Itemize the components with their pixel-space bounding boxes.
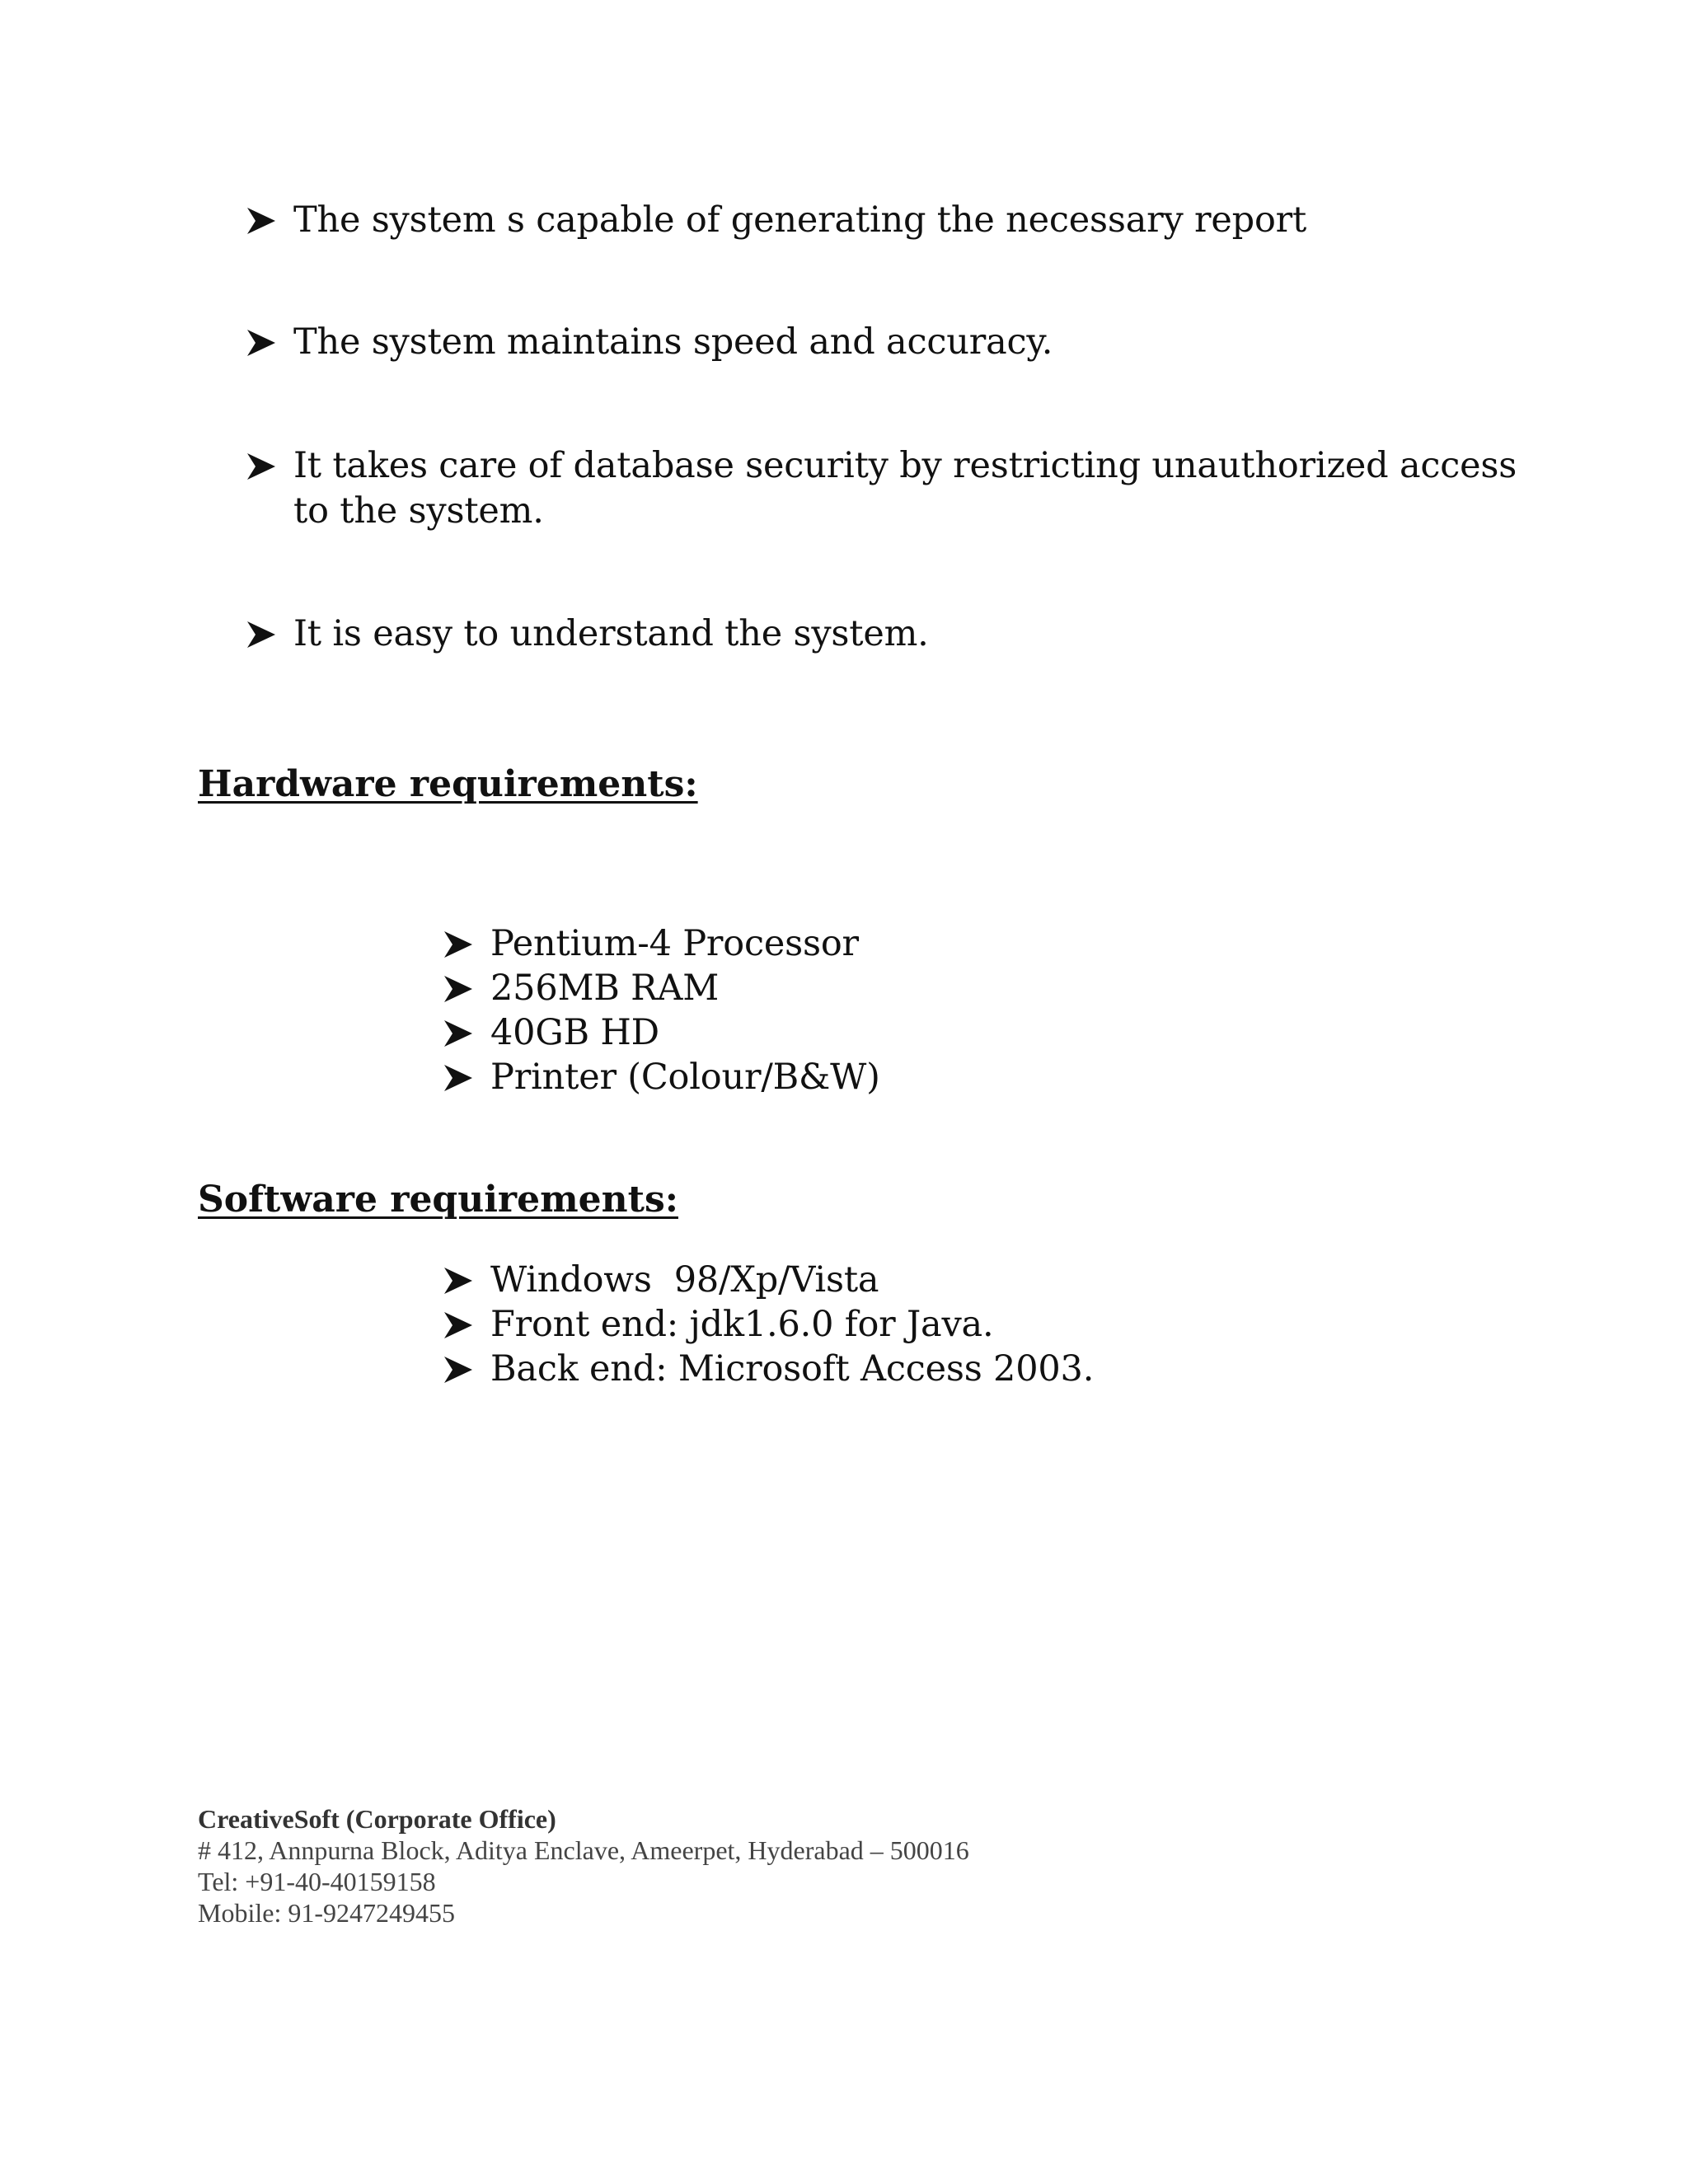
footer-tel: Tel: +91-40-40159158 xyxy=(198,1867,436,1896)
arrowhead-bullet-icon xyxy=(443,1266,474,1296)
intro-point xyxy=(246,443,1531,534)
arrowhead-bullet-icon xyxy=(246,206,277,236)
software-item xyxy=(443,1347,1514,1392)
intro-point-text: It is easy to understand the system. xyxy=(293,613,929,654)
intro-point xyxy=(246,612,1531,657)
hardware-item xyxy=(443,966,1514,1011)
software-item-text: Front end: jdk1.6.0 for Java. xyxy=(490,1304,994,1345)
footer-mobile: Mobile: 91-9247249455 xyxy=(198,1898,455,1928)
arrowhead-bullet-icon xyxy=(443,1063,474,1093)
arrowhead-bullet-icon xyxy=(246,328,277,358)
arrowhead-bullet-icon xyxy=(246,452,277,481)
arrowhead-bullet-icon xyxy=(443,1355,474,1385)
footer-company: CreativeSoft (Corporate Office) xyxy=(198,1804,556,1834)
hardware-item-text: Pentium-4 Processor xyxy=(490,923,859,964)
footer-address: # 412, Annpurna Block, Aditya Enclave, Ameerpet, Hyderabad – 500016 xyxy=(198,1835,969,1865)
arrowhead-bullet-icon xyxy=(443,1310,474,1340)
intro-point-text: The system maintains speed and accuracy. xyxy=(293,321,1053,363)
arrowhead-bullet-icon xyxy=(443,930,474,959)
page-footer xyxy=(198,1803,969,1929)
arrowhead-bullet-icon xyxy=(443,974,474,1004)
intro-point-text: The system s capable of generating the necessary report xyxy=(293,199,1307,241)
hardware-item-text: 40GB HD xyxy=(490,1012,659,1053)
intro-point-text: It takes care of database security by restricting unauthorized access to the system. xyxy=(293,445,1517,532)
software-heading: Software requirements: xyxy=(198,1179,678,1221)
software-item xyxy=(443,1258,1514,1303)
arrowhead-bullet-icon xyxy=(443,1019,474,1048)
hardware-item-text: Printer (Colour/B&W) xyxy=(490,1057,880,1098)
hardware-item-text: 256MB RAM xyxy=(490,968,720,1009)
intro-point xyxy=(246,198,1531,243)
software-item-text: Windows 98/Xp/Vista xyxy=(490,1259,879,1301)
intro-point xyxy=(246,320,1531,365)
arrowhead-bullet-icon xyxy=(246,620,277,649)
hardware-heading: Hardware requirements: xyxy=(198,763,698,805)
hardware-item xyxy=(443,921,1514,967)
hardware-item xyxy=(443,1055,1514,1100)
software-item xyxy=(443,1302,1514,1347)
hardware-item xyxy=(443,1010,1514,1056)
software-item-text: Back end: Microsoft Access 2003. xyxy=(490,1348,1095,1390)
